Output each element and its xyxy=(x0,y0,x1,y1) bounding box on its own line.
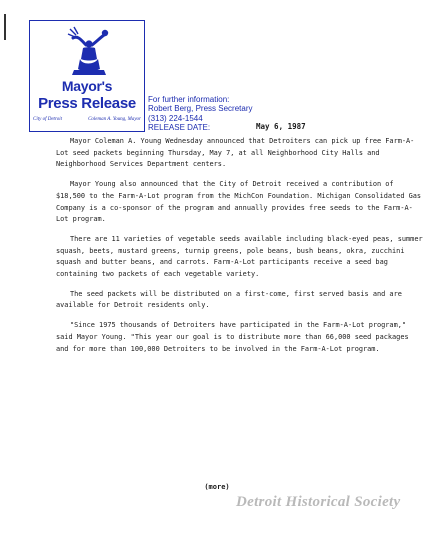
contact-block xyxy=(148,95,252,132)
logo-footer-mayor: Coleman A. Young, Mayor xyxy=(88,117,141,122)
release-date-label: RELEASE DATE: xyxy=(148,122,211,132)
press-release-body xyxy=(56,136,424,363)
logo-title-press-release: Press Release xyxy=(38,95,136,112)
logo-footer xyxy=(30,117,144,122)
contact-heading: For further information: xyxy=(148,95,230,104)
body-paragraph: The seed packets will be distributed on a first-come, first served basis and are available for Detroit residents only. xyxy=(56,289,402,310)
detroit-historical-society-watermark: Detroit Historical Society xyxy=(236,494,401,510)
body-paragraph: "Since 1975 thousands of Detroiters have participated in the Farm-A-Lot program," said Mayor Young. "This year our goal is to distribute more than 66,000 seed packages and for more than 100,000 Detroiters to be involved in the Farm-A-Lot program. xyxy=(56,321,409,353)
contact-phone: (313) 224-1544 xyxy=(148,113,203,123)
contact-press-secretary: Robert Berg, Press Secretary xyxy=(148,104,253,114)
body-paragraph: There are 11 varieties of vegetable seeds available including black-eyed peas, summer squash, beets, mustard greens, turnip greens, pole beans, bush beans, okra, zucchini squash and butter beans, and carrots. Farm-A-Lot participants receive a seed bag containing two packets of each vegetable variety. xyxy=(56,234,423,279)
body-paragraph: Mayor Young also announced that the City of Detroit received a contribution of $18,500 to the Farm-A-Lot program from the MichCon Foundation. Michigan Consolidated Gas Company is a co-sponsor of the program and annually provides free seeds to the Farm-A-Lot program. xyxy=(56,180,422,224)
release-date-value: May 6, 1987 xyxy=(256,122,306,131)
spirit-of-detroit-figure-icon xyxy=(64,25,112,77)
mayors-press-release-logo xyxy=(29,20,145,132)
logo-title-mayors: Mayor's xyxy=(61,78,113,94)
body-paragraph: Mayor Coleman A. Young Wednesday announced that Detroiters can pick up free Farm-A-Lot seed packets beginning Thursday, May 7, at all Neighborhood City Halls and Neighborhood Services Department centers. xyxy=(56,137,415,169)
page-edge-mark xyxy=(4,14,6,40)
more-indicator: (more) xyxy=(204,483,230,491)
logo-footer-city: City of Detroit xyxy=(33,117,62,122)
